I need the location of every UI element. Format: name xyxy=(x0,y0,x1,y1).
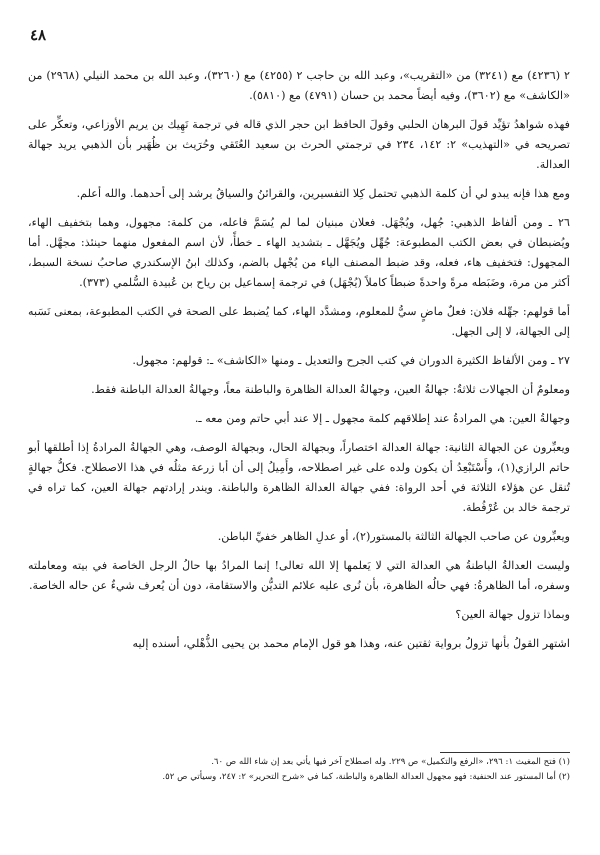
paragraph-9: ويعبِّرون عن الجهالة الثانية: جهالة العدالة اختصاراً، وبجهالة الحال، وبجهالة الوصف، وهي الجهالةُ المرادةُ إذا أطلقها أبو حاتم الرازي(١)، وأَسْتَبْعِدُ أن يكون ولده على غير اصطلاحه، وأَمِيلُ إلى أن أبا زرعة مثلُه في هذا الاصطلاح. فكلُّ جهالةٍ تُنقل عن هؤلاء الثلاثة في أحد الرواة: ففي جهالة العدالة الظاهرة والباطنة. ويندر إرادتهم جهالة العين، كما تراه في ترجمة خالد بن عُرْفُطة. xyxy=(28,441,570,514)
paragraph-2: فهذه شواهدُ تؤيِّد قولَ البرهان الحلبي وقولَ الحافظ ابن حجر الذي قاله في ترجمة نَهِيك بن يريم الأوزاعي، وتعكِّر على تصريحه في «التهذيب» ٢: ١٤٢، ٢٣٤ في ترجمتي الحرث بن سعيد العُتَقي وحُرَيث بن ظُهَير بأن الذهبي يريد جهالة العدالة. xyxy=(28,118,571,171)
paragraph-7: ومعلومٌ أن الجهالات ثلاثةٌ: جهالةُ العين، وجهالةُ العدالة الظاهرة والباطنة معاً، وجهالةُ العدالة الباطنة فقط. xyxy=(91,383,570,396)
paragraph-4: ٢٦ ـ ومن ألفاظ الذهبي: جُهل، ويُجْهَل. فعلان مبنيان لما لم يُسَمَّ فاعله، من كلمة: مجهول، وهما بتخفيف الهاء، ويُضبطان في بعض الكتب المطبوعة: جُهِّل ويُجَهَّل ـ بتشديد الهاء ـ خطأً، لأن اسم المفعول منهما حينئذ: مجهَّل. أما المجهول: فتخفيف هاء، فعله، وقد ضبط المصنف الياء من يُجْهل بالضم، وكذلك ابنُ الإسكندري صاحبُ نسخة السبط، أكثر من مرة، وضَبَطه مرةً واحدةً ضبطاً كاملاً (يُجْهَل) في ترجمة إسماعيل بن رياح بن عُبيدة السُّلمي (٣٧٣). xyxy=(28,216,570,289)
footnote-divider xyxy=(440,752,570,753)
page-number: ٤٨ xyxy=(30,26,47,44)
paragraph-13: اشتهر القولُ بأنها تزولُ برواية ثقتين عنه، وهذا هو قول الإمام محمد بن يحيى الذُّهْلي، أسنده إليه xyxy=(132,637,570,650)
paragraph-12: وبماذا تزول جهالة العين؟ xyxy=(455,608,570,621)
footnote-2: (٢) أما المستور عند الحنفية: فهو مجهول العدالة الظاهرة والباطنة، كما في «شرح التحرير» ٢: ٢٤٧، وسيأتي ص ٥٢. xyxy=(162,772,570,782)
paragraph-10: ويعبِّرون عن صاحب الجهالة الثالثة بالمستور(٢)، أو عدلِ الظاهر خفيِّ الباطن. xyxy=(217,530,570,543)
paragraph-3: ومع هذا فإنه يبدو لي أن كلمة الذهبي تحتمل كِلا التفسيرين، والقرائنُ والسياقُ يرشد إلى أحدهما. والله أعلم. xyxy=(76,187,570,200)
paragraph-5: أما قولهم: جهِّله فلان: فعلٌ ماضٍ سيُّ للمعلوم، ومشدَّد الهاء، كما يُضبط على الصحة في الكتب المطبوعة، بمعنى نَسَبه إلى الجهالة، لا إلى الجهل. xyxy=(28,305,570,338)
footnote-1: (١) فتح المغيث ١: ٢٩٦، «الرفع والتكميل» ص ٢٢٩. وله اصطلاح آخر فيها يأتي بعد إن شاء الله ص ٦٠. xyxy=(211,757,570,767)
paragraph-8: وجهالةُ العين: هي المرادةُ عند إطلاقهم كلمة مجهول ـ إلا عند أبي حاتم ومن معه ـ. xyxy=(194,412,570,425)
paragraph-1: ٢ (٤٢٣٦) مع (٣٢٤١) من «التقريب»، وعبد الله بن حاجب ٢ (٤٢٥٥) مع (٣٢٦٠)، وعبد الله بن محمد النيلي (٢٩٦٨) من «الكاشف» مع (٣٦٠٢)، وفيه أيضاً محمد بن حسان (٤٧٩١) مع (٥٨١٠). xyxy=(28,69,570,102)
main-text xyxy=(28,66,570,663)
paragraph-11: وليست العدالةُ الباطنةُ هي العدالة التي لا يَعلمها إلا الله تعالى! إنما المرادُ بها حالُ الرجل الخاصة في بيته ومعاملته وسفره، أما الظاهرةُ: فهي حالُه الظاهرة، بأن نُرى عليه علائم التديُّن والاستقامة، دون أن يُعرف شيءٌ عن حاله الخاصة. xyxy=(28,559,570,592)
paragraph-6: ٢٧ ـ ومن الألفاظ الكثيرة الدوران في كتب الجرح والتعديل ـ ومنها «الكاشف» ـ: قولهم: مجهول. xyxy=(132,354,570,367)
footnotes xyxy=(28,755,570,785)
